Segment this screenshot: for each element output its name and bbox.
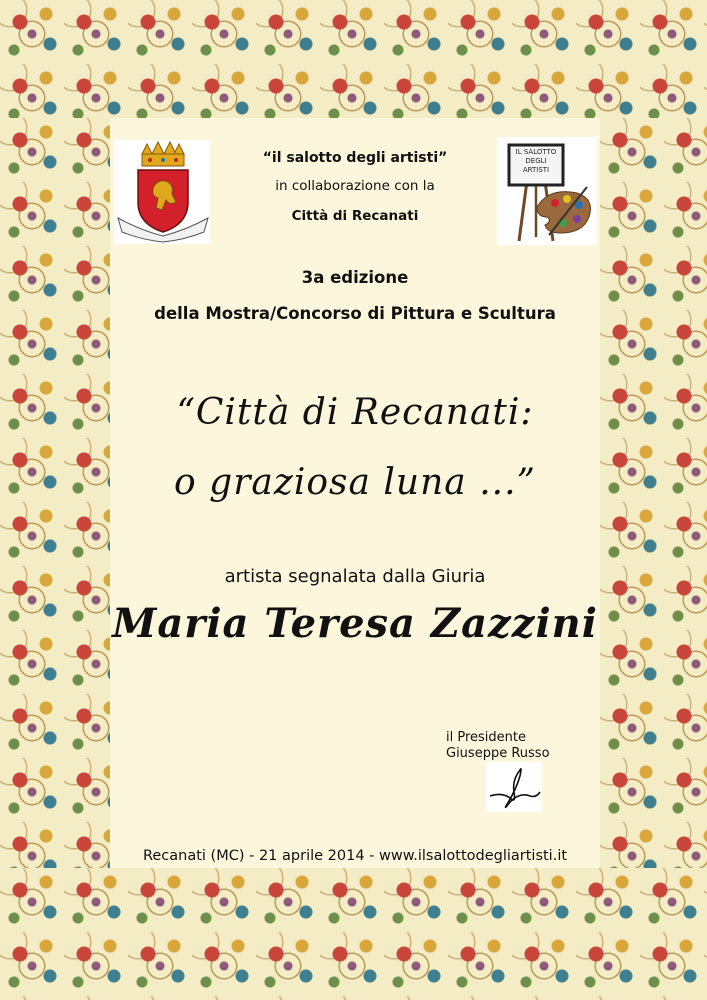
award-text: artista segnalata dalla Giuria [224,566,486,587]
signature-icon [486,762,542,812]
artist-name: Maria Teresa Zazzini [112,600,598,647]
floral-border-left [0,118,110,868]
logo-text-line3: ARTISTI [522,166,550,174]
president-block [446,730,550,762]
president-title: il Presidente [446,730,526,745]
organizer-name: “il salotto degli artisti” [262,150,448,166]
theme-line-1: “Città di Recanati: [176,392,534,433]
city-name: Città di Recanati [291,208,419,224]
floral-border-right [600,118,707,868]
collaboration-text: in collaborazione con la [275,178,435,194]
edition-title: 3a edizione [301,268,409,287]
logo-text-line1: IL SALOTTO [515,148,557,156]
president-name: Giuseppe Russo [446,746,550,761]
footer-text: Recanati (MC) - 21 aprile 2014 - www.ilsalottodegliartisti.it [142,848,568,864]
floral-border-bottom [0,868,707,1000]
floral-border-top [0,0,707,118]
exhibition-title: della Mostra/Concorso di Pittura e Scultura [154,304,556,323]
theme-line-2: o graziosa luna ...” [174,462,536,503]
logo-text-line2: DEGLI [525,157,547,165]
